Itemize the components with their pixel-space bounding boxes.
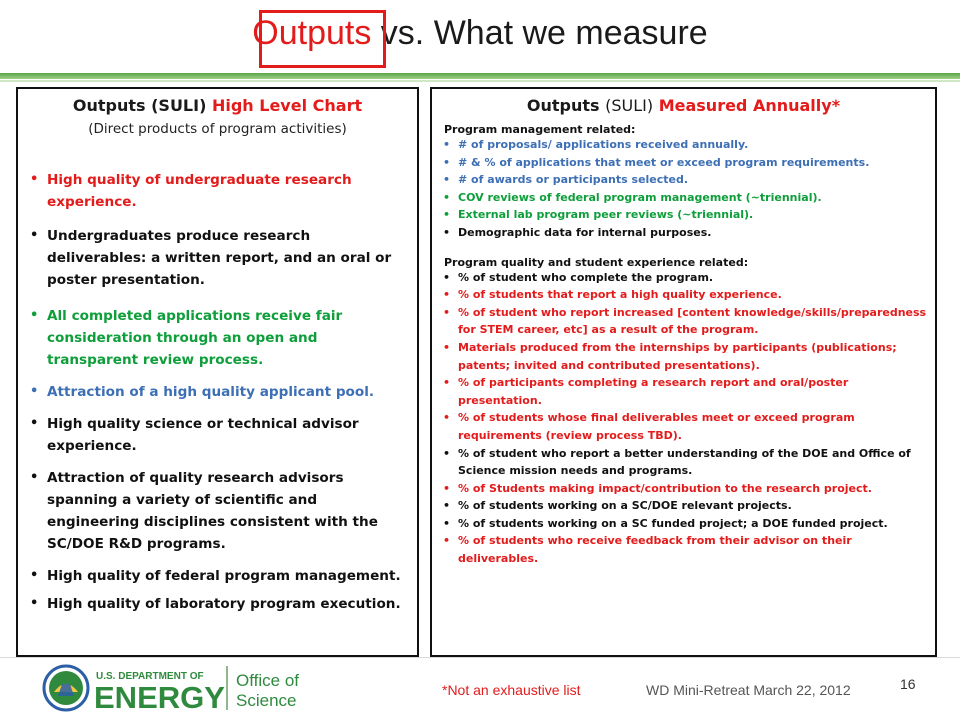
bullet-item: • External lab program peer reviews (~triennial).	[432, 206, 935, 224]
bullet-item: • High quality of federal program management.	[18, 565, 413, 587]
bullet-item: • COV reviews of federal program management (~triennial).	[432, 189, 935, 207]
left-title-part2: High Level Chart	[211, 96, 363, 115]
program-management-list	[432, 136, 935, 242]
left-bullet-list	[18, 169, 413, 615]
bullet-item: • High quality science or technical advisor experience.	[18, 413, 413, 457]
doe-office-of-science-logo	[40, 662, 320, 714]
bullet-item: • % of students that report a high quality experience.	[432, 286, 935, 304]
bullet-item: • % of student who report increased [content knowledge/skills/preparedness for STEM career, etc] as a result of the program.	[432, 304, 935, 339]
bullet-item: • # of awards or participants selected.	[432, 171, 935, 189]
bullet-item: • Attraction of a high quality applicant pool.	[18, 381, 413, 403]
bullet-item: • % of students who receive feedback from their advisor on their deliverables.	[432, 532, 935, 567]
title-highlight-box	[259, 10, 386, 68]
quality-experience-list	[432, 269, 935, 568]
bullet-item: • # & % of applications that meet or exceed program requirements.	[432, 154, 935, 172]
right-panel-title	[432, 96, 935, 115]
left-panel-subtitle: (Direct products of program activities)	[88, 121, 347, 137]
left-panel-title	[18, 96, 417, 115]
left-panel	[16, 87, 419, 657]
bullet-item: • % of student who complete the program.	[432, 269, 935, 287]
slide-title-highlight: Outputs	[252, 14, 372, 52]
bullet-item: • % of participants completing a research report and oral/poster presentation.	[432, 374, 935, 409]
title-divider	[0, 73, 960, 79]
bullet-item: • % of students whose final deliverables meet or exceed program requirements (review process TBD).	[432, 409, 935, 444]
right-title-part2: (SULI)	[605, 96, 654, 115]
title-divider-light	[0, 80, 960, 82]
bullet-item: • Undergraduates produce research deliverables: a written report, and an oral or poster presentation.	[18, 225, 413, 291]
svg-text:Office of: Office of	[236, 671, 299, 690]
bullet-item: • # of proposals/ applications received annually.	[432, 136, 935, 154]
bullet-item: • Demographic data for internal purposes.	[432, 224, 935, 242]
bullet-item: • All completed applications receive fair consideration through an open and transparent review process.	[18, 305, 413, 371]
bullet-item: • % of student who report a better understanding of the DOE and Office of Science mission needs and programs.	[432, 445, 935, 480]
event-date: WD Mini-Retreat March 22, 2012	[646, 682, 851, 698]
section-program-management: Program management related:	[444, 123, 636, 136]
page-number: 16	[900, 676, 916, 692]
bullet-item: • Attraction of quality research advisors spanning a variety of scientific and engineering disciplines consistent with the SC/DOE R&D programs.	[18, 467, 413, 555]
right-panel	[430, 87, 937, 657]
bullet-item: • % of students working on a SC/DOE relevant projects.	[432, 497, 935, 515]
bullet-item: • High quality of undergraduate research experience.	[18, 169, 413, 213]
left-title-part1: Outputs (SULI)	[72, 96, 207, 115]
bullet-item: • High quality of laboratory program execution.	[18, 593, 413, 615]
bullet-item: • % of students working on a SC funded project; a DOE funded project.	[432, 515, 935, 533]
right-title-part1: Outputs	[526, 96, 600, 115]
footer-divider	[0, 657, 960, 658]
svg-text:Science: Science	[236, 691, 297, 710]
footnote: *Not an exhaustive list	[442, 682, 581, 698]
right-title-part3: Measured Annually*	[658, 96, 841, 115]
svg-text:U.S. DEPARTMENT OF: U.S. DEPARTMENT OF	[96, 671, 204, 682]
svg-text:ENERGY: ENERGY	[94, 680, 225, 714]
section-quality-experience: Program quality and student experience related:	[444, 255, 749, 269]
bullet-item: • % of Students making impact/contribution to the research project.	[432, 480, 935, 498]
slide-title-rest: vs. What we measure	[371, 14, 708, 52]
slide-title-wrap	[0, 14, 960, 53]
bullet-item: • Materials produced from the internships by participants (publications; patents; invited and contributed presentations).	[432, 339, 935, 374]
